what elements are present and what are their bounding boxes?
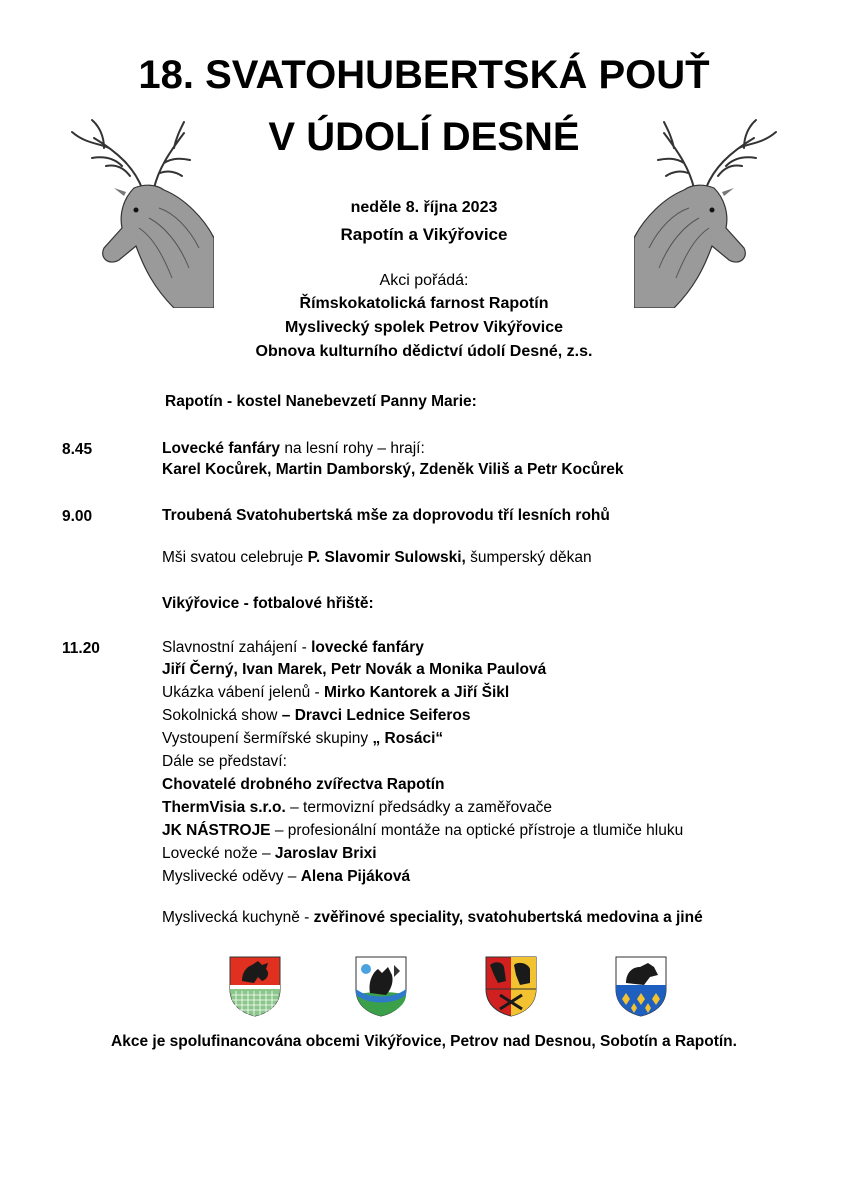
time-845: 8.45 — [62, 441, 93, 458]
fanfare-label: Lovecké fanfáry — [162, 440, 281, 457]
line-text: – termovizní předsádky a zaměřovače — [285, 799, 552, 816]
cofinancing-note: Akce je spolufinancována obcemi Vikýřovice, Petrov nad Desnou, Sobotín a Rapotín. — [111, 1033, 737, 1050]
coat-of-arms-vikyrovice — [228, 955, 282, 1017]
fanfare-desc: na lesní rohy – hrají: — [280, 440, 425, 457]
coat-of-arms-petrov-nad-desnou — [354, 955, 408, 1017]
program-line: Chovatelé drobného zvířectva Rapotín — [162, 776, 445, 793]
program-line: Dále se představí: — [162, 753, 287, 770]
time-900: 9.00 — [62, 508, 93, 525]
mass-pre: Mši svatou celebruje — [162, 549, 308, 566]
line-bold: Jaroslav Brixi — [274, 845, 377, 862]
program-line — [162, 685, 509, 701]
program-line — [162, 910, 703, 926]
venue-vikyrovice: Vikýřovice - fotbalové hřiště: — [162, 595, 374, 612]
event-date: neděle 8. října 2023 — [350, 199, 498, 216]
organizers-heading: Akci pořádá: — [379, 272, 469, 289]
line-bold: lovecké fanfáry — [311, 639, 424, 656]
venue-rapotin: Rapotín - kostel Nanebevzetí Panny Marie: — [165, 393, 477, 410]
program-line — [162, 869, 410, 885]
line-text: Slavnostní zahájení - — [162, 639, 312, 656]
line-bold: „ Rosáci“ — [372, 730, 444, 747]
line-bold: JK NÁSTROJE — [162, 822, 271, 839]
program-line — [162, 846, 377, 862]
program-line: Jiří Černý, Ivan Marek, Petr Novák a Monika Paulová — [162, 661, 547, 678]
line-text: – profesionální montáže na optické přístroje a tlumiče hluku — [270, 822, 684, 839]
line-bold: – Dravci Lednice Seiferos — [281, 707, 471, 724]
organizer-item: Římskokatolická farnost Rapotín — [299, 295, 549, 312]
event-place: Rapotín a Vikýřovice — [340, 225, 508, 244]
page-title-line1: 18. SVATOHUBERTSKÁ POUŤ — [138, 53, 710, 97]
coat-of-arms-sobotin — [484, 955, 538, 1017]
organizer-item: Obnova kulturního dědictví údolí Desné, z.s. — [255, 343, 593, 360]
mass-celebrant — [162, 550, 592, 566]
program-line — [162, 800, 552, 816]
line-bold: Mirko Kantorek a Jiří Šikl — [323, 684, 510, 701]
line-bold: ThermVisia s.r.o. — [162, 799, 286, 816]
program-line — [162, 708, 470, 724]
mass-name: P. Slavomir Sulowski, — [307, 549, 466, 566]
line-text: Myslivecké oděvy – — [162, 868, 301, 885]
line-bold: Alena Pijáková — [300, 868, 411, 885]
organizer-item: Myslivecký spolek Petrov Vikýřovice — [284, 319, 564, 336]
line-text: Vystoupení šermířské skupiny — [162, 730, 373, 747]
coat-of-arms-rapotin — [614, 955, 668, 1017]
line-bold: zvěřinové speciality, svatohubertská medovina a jiné — [313, 909, 703, 926]
line-text: Sokolnická show — [162, 707, 282, 724]
mass-title: Troubená Svatohubertská mše za doprovodu tří lesních rohů — [162, 507, 610, 524]
page-title-line2: V ÚDOLÍ DESNÉ — [268, 115, 580, 159]
program-line — [162, 823, 683, 839]
line-text: Myslivecká kuchyně - — [162, 909, 314, 926]
line-text: Ukázka vábení jelenů - — [162, 684, 324, 701]
time-1120: 11.20 — [62, 640, 100, 657]
line-text: Lovecké nože – — [162, 845, 275, 862]
mass-post: šumperský děkan — [465, 549, 592, 566]
program-line — [162, 731, 443, 747]
fanfare-line — [162, 441, 425, 457]
fanfare-players: Karel Kocůrek, Martin Damborský, Zdeněk Viliš a Petr Kocůrek — [162, 461, 624, 478]
program-line — [162, 640, 424, 656]
